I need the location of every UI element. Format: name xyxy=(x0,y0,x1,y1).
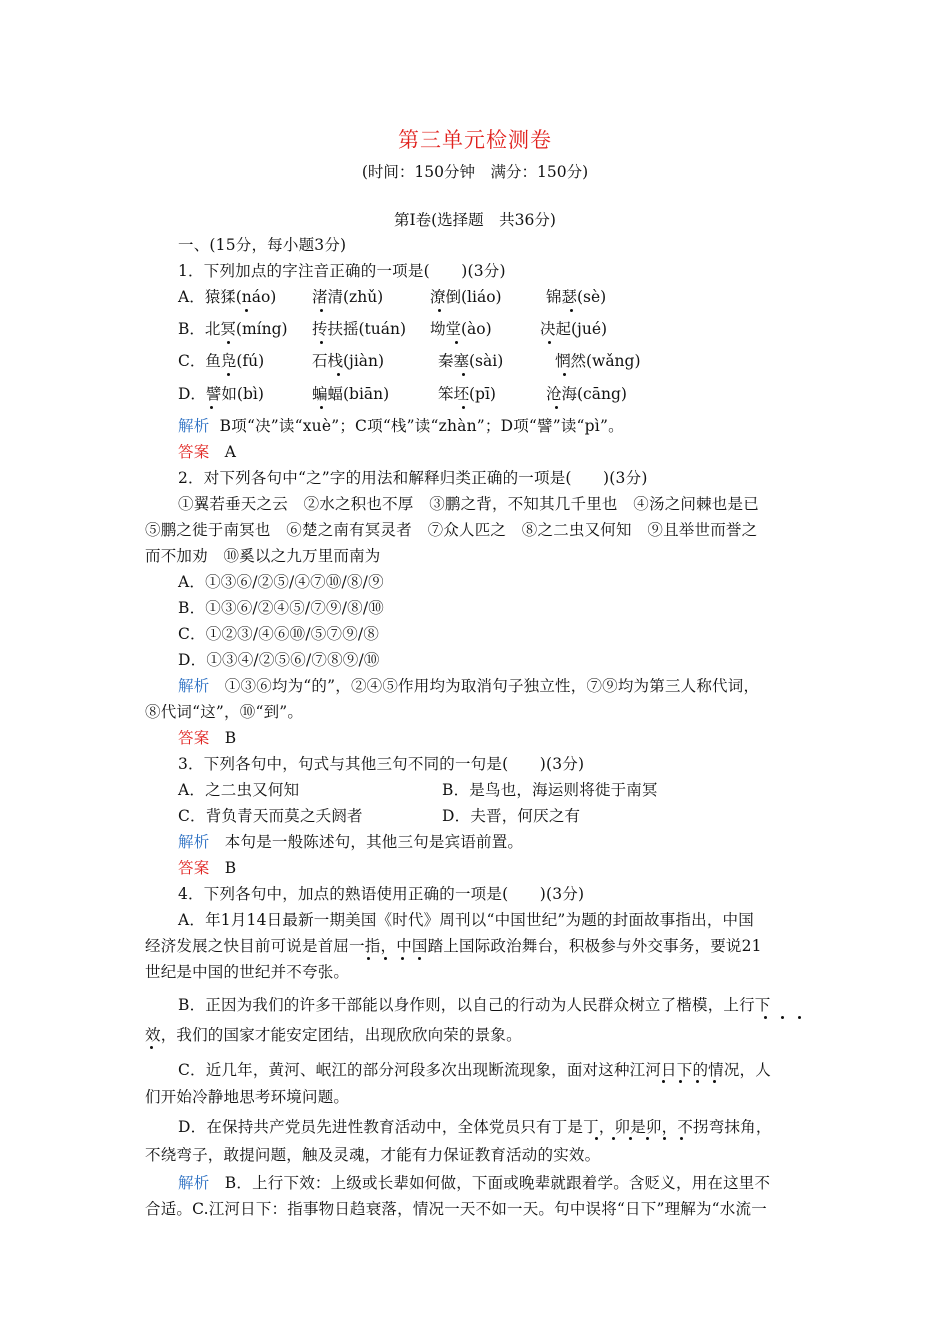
q1-option-c-3: 秦塞(sài) xyxy=(438,352,504,370)
section-heading: 第Ⅰ卷(选择题 共36分) xyxy=(394,211,556,229)
q1-option-c-2: 石栈(jiàn) xyxy=(312,352,385,370)
q3-option-c: C．背负青天而莫之夭阏者 xyxy=(178,807,363,825)
q1-option-c-4: 惘然(wǎng) xyxy=(555,352,641,370)
q1-option-a-2: 渚清(zhǔ) xyxy=(312,288,384,306)
q2-sentences-line-1: ①翼若垂天之云 ②水之积也不厚 ③鹏之背，不知其几千里也 ④汤之问棘也是已 xyxy=(178,495,759,513)
q4-option-b-line-2: 效，我们的国家才能安定团结，出现欣欣向荣的景象。 xyxy=(145,1026,522,1044)
answer-label: 答案 xyxy=(178,859,210,877)
q1-option-c-1: C．鱼凫(fú) xyxy=(178,352,265,370)
q4-option-d-line-2: 不绕弯子，敢提问题，触及灵魂，才能有力保证教育活动的实效。 xyxy=(145,1146,601,1164)
q1-option-d-4: 沧海(cāng) xyxy=(546,385,627,403)
analysis-label: 解析 xyxy=(178,677,210,695)
answer-label: 答案 xyxy=(178,443,210,461)
q3-option-d: D．夫晋，何厌之有 xyxy=(442,807,581,825)
q2-option-d: D．①③④/②⑤⑥/⑦⑧⑨/⑩ xyxy=(178,651,380,669)
q2-option-a: A．①③⑥/②⑤/④⑦⑩/⑧/⑨ xyxy=(178,573,384,591)
q1-option-d-2: 蝙蝠(biān) xyxy=(312,385,390,403)
q4-analysis-cont: 合适。C.江河日下：指事物日趋衰落，情况一天不如一天。句中误将“日下”理解为“水流一 xyxy=(145,1200,767,1218)
q4-option-d-line-1: D．在保持共产党员先进性教育活动中，全体党员只有丁是丁，卯是卯，不拐弯抹角， xyxy=(178,1118,772,1136)
q1-analysis xyxy=(178,416,624,436)
question-1-stem: 1．下列加点的字注音正确的一项是( )(3分) xyxy=(178,262,506,280)
q2-option-b: B．①③⑥/②④⑤/⑦⑨/⑧/⑩ xyxy=(178,599,384,617)
part-heading: 一、(15分，每小题3分) xyxy=(178,236,347,254)
q3-answer xyxy=(178,858,236,878)
exam-time-info: (时间：150分钟 满分：150分) xyxy=(361,163,589,181)
q1-option-b-1: B．北冥(míng) xyxy=(178,320,288,338)
q1-option-a-4: 锦瑟(sè) xyxy=(546,288,607,306)
q1-answer xyxy=(178,442,236,462)
q2-analysis xyxy=(178,676,759,696)
q1-option-d-1: D．譬如(bì) xyxy=(178,385,264,403)
question-4-stem: 4．下列各句中，加点的熟语使用正确的一项是( )(3分) xyxy=(178,885,585,903)
q2-answer xyxy=(178,728,236,748)
q4-option-a-line-3: 世纪是中国的世纪并不夸张。 xyxy=(145,963,350,981)
answer-value: B xyxy=(224,859,237,877)
q2-analysis-cont: ⑧代词“这”，⑩“到”。 xyxy=(145,703,304,721)
analysis-text: B．上行下效：上级或长辈如何做，下面或晚辈就跟着学。含贬义，用在这里不 xyxy=(224,1174,771,1192)
analysis-text: B项“决”读“xuè”；C项“栈”读“zhàn”；D项“譬”读“pì”。 xyxy=(219,417,624,435)
q1-option-a-3: 潦倒(liáo) xyxy=(430,288,502,306)
answer-value: A xyxy=(224,443,237,461)
q1-option-d-3: 笨坯(pī) xyxy=(438,385,496,403)
q1-option-b-2: 抟扶摇(tuán) xyxy=(312,320,407,338)
question-3-stem: 3．下列各句中，句式与其他三句不同的一句是( )(3分) xyxy=(178,755,585,773)
question-2-stem: 2．对下列各句中“之”字的用法和解释归类正确的一项是( )(3分) xyxy=(178,469,648,487)
q3-option-b: B．是鸟也，海运则将徙于南冥 xyxy=(442,781,658,799)
q4-option-b-line-1: B．正因为我们的许多干部能以身作则，以自己的行动为人民群众树立了楷模，上行下 xyxy=(178,996,771,1014)
q4-option-a-line-1: A．年1月14日最新一期美国《时代》周刊以“中国世纪”为题的封面故事指出，中国 xyxy=(178,911,754,929)
q3-analysis xyxy=(178,832,523,852)
q2-sentences-line-2: ⑤鹏之徙于南冥也 ⑥楚之南有冥灵者 ⑦众人匹之 ⑧之二虫又何知 ⑨且举世而誉之 xyxy=(145,521,758,539)
q2-option-c: C．①②③/④⑥⑩/⑤⑦⑨/⑧ xyxy=(178,625,380,643)
q3-option-a: A．之二虫又何知 xyxy=(178,781,300,799)
analysis-label: 解析 xyxy=(178,833,210,851)
analysis-text: 本句是一般陈述句，其他三句是宾语前置。 xyxy=(224,833,524,851)
answer-value: B xyxy=(224,729,237,747)
page-title: 第三单元检测卷 xyxy=(398,128,552,152)
q4-option-a-line-2: 经济发展之快目前可说是首屈一指，中国踏上国际政治舞台，积极参与外交事务，要说21 xyxy=(145,937,762,955)
q4-option-c-line-1: C．近几年，黄河、岷江的部分河段多次出现断流现象，面对这种江河日下的情况，人 xyxy=(178,1061,771,1079)
analysis-text: ①③⑥均为“的”，②④⑤作用均为取消句子独立性，⑦⑨均为第三人称代词， xyxy=(224,677,760,695)
q4-analysis xyxy=(178,1173,770,1193)
answer-label: 答案 xyxy=(178,729,210,747)
q1-option-b-4: 决起(jué) xyxy=(540,320,608,338)
q1-option-b-3: 坳堂(ào) xyxy=(430,320,492,338)
q1-option-a-1: A．猿猱(náo) xyxy=(178,288,277,306)
q4-option-c-line-2: 们开始冷静地思考环境问题。 xyxy=(145,1088,350,1106)
q2-sentences-line-3: 而不加劝 ⑩奚以之九万里而南为 xyxy=(145,547,381,565)
analysis-label: 解析 xyxy=(178,1174,210,1192)
analysis-label: 解析 xyxy=(178,417,210,435)
